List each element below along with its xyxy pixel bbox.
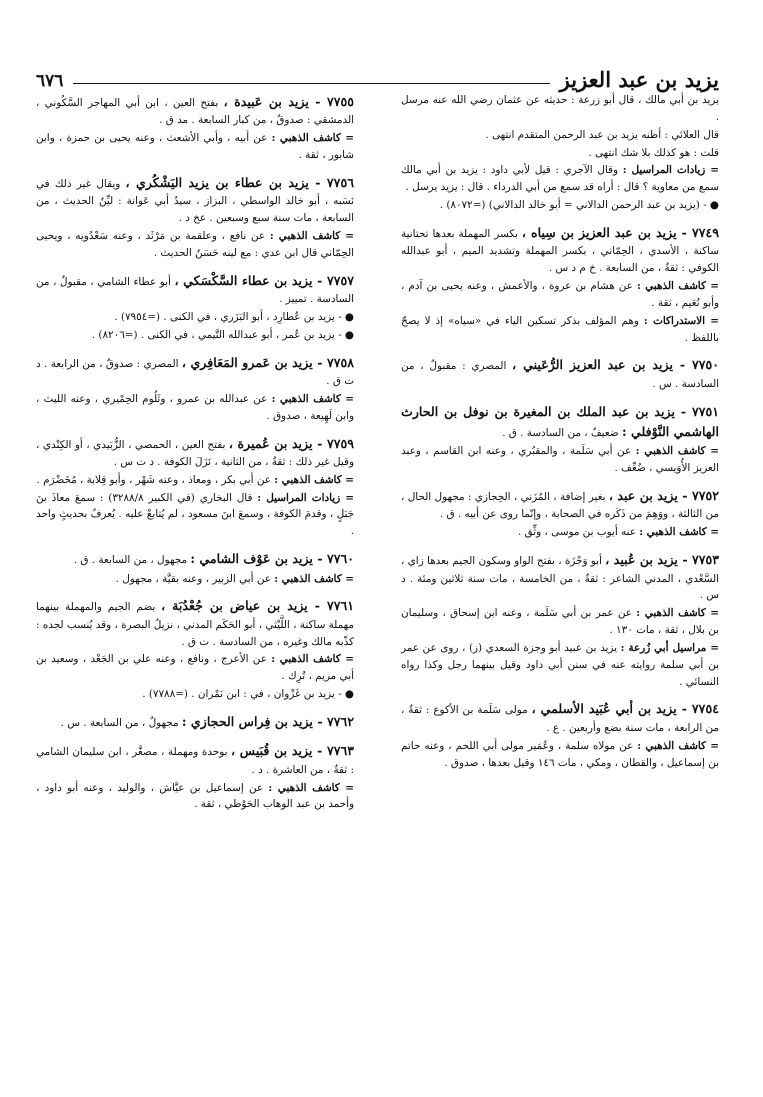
source-label: = كاشف الذهبي : [274, 572, 354, 585]
paragraph-text: المصري : مقبولٌ ، من السادسة . س . [401, 360, 719, 390]
paragraph-text: قال البخاري (في الكبير ٣٢٨٨/٨) : سمعَ معاذَ بنَ جَبَلٍ ، وقدمَ الكوفة ، وسمعَ ابنَ مسعود ، لم يُتابعْ عليه . يُعرفُ بحديثٍ واحد . [36, 491, 354, 538]
source-label: = زيادات المراسيل : [622, 164, 719, 177]
paragraph-text: عن الأعرج ، ونافع ، وعنه علي بن الجَعْد ، وسعيد بن أبي مريم ، تُرِك . [36, 653, 354, 683]
entry-paragraph [36, 391, 354, 425]
entry-heading: ٧٧٥٦ - يزيد بن عطاء بن يزيد اليَشْكُري ، [125, 174, 354, 190]
biography-entry [401, 355, 719, 392]
paragraph-text: عن عمر بن أبي سَلَمة ، وعنه ابن إسحاق ، وسليمان بن بلال ، ثقة ، مات ١٣٠ . [401, 607, 719, 637]
biography-entry [401, 402, 719, 477]
entry-heading: ٧٧٦٠ - يزيد بن عَوْف الشامي : [190, 551, 354, 567]
entry-paragraph [36, 228, 354, 262]
biography-entry [36, 712, 354, 732]
entry-paragraph [401, 162, 719, 196]
entry-paragraph [36, 353, 354, 390]
source-label: = كاشف الذهبي : [271, 132, 354, 145]
biography-entry [36, 596, 354, 703]
biography-entry [36, 173, 354, 262]
entry-paragraph [36, 490, 354, 541]
entry-heading: ٧٧٥٧ - يزيد بن عطاء السَّكْسَكي ، [174, 272, 354, 288]
entry-paragraph [36, 327, 354, 344]
entry-paragraph [36, 434, 354, 471]
paragraph-text: عن أبي بكر ، ومعاذ ، وعنه شَهْر ، وأبو قِلابة ، مُخَضْرَم . [36, 473, 275, 486]
entry-heading: ٧٧٤٩ - يزيد بن عبد العزيز بن سِياه ، [521, 224, 719, 240]
entry-paragraph [401, 278, 719, 312]
entry-paragraph [401, 402, 719, 443]
source-label: = كاشف الذهبي : [271, 392, 354, 405]
entry-paragraph [401, 550, 719, 604]
paragraph-text: وهم المؤلف بذكر تسكين الياء في «سياه» إذ لا يصحّ باللفظ . [401, 314, 719, 344]
entry-heading: ٧٧٥٤ - يزيد بن أبي عُبَيد الأسلمي ، [531, 701, 719, 717]
entry-paragraph [401, 443, 719, 477]
source-label: = كاشف الذهبي : [274, 473, 354, 486]
paragraph-text: عن هشام بن عروة ، والأعمش ، وعنه يحيى بن آدم ، وأبو نُعَيم ، ثقة . [401, 279, 719, 309]
source-label: = كاشف الذهبي : [271, 653, 354, 666]
paragraph-text: عن إسماعيل بن عيَّاش ، والوليد ، وعنه أبو داود ، وأحمد بن عبد الوهاب الحَوْطي ، ثقة . [36, 781, 354, 811]
source-label: = كاشف الذهبي : [269, 230, 354, 242]
paragraph-text: يزيد بن عبيد أبو وجزة السعدي (ز) ، روى عن عمر بن أبي سلمة روايته عنه في سنن أبي داود وقيل بينهما رجل وكذا رواه النسائي . [401, 641, 719, 688]
paragraph-text: بفتح العين ، ابن أبي المهاجر السَّكُوني ، الدمشقي : صدوقٌ ، من كبار السابعة . مد ق . [36, 97, 354, 127]
entry-paragraph [401, 524, 719, 541]
source-label: = زيادات المراسيل : [257, 491, 354, 504]
biography-entry [36, 549, 354, 587]
entry-heading: ٧٧٥١ - يزيد بن عبد الملك بن المغيرة بن نوفل بن الحارث الهاشمي النَّوْفلي : [401, 403, 719, 439]
biography-entry [401, 92, 719, 214]
paragraph-text: ● - يزيد بن غَزْوان ، في : ابن نَمْران . (=٧٧٨٨) . [142, 688, 354, 701]
source-label: = كاشف الذهبي : [636, 279, 719, 292]
paragraph-text: بغير إضافة ، المُزَني ، الحِجازي : مجهول الحال ، من الثالثة ، ووَهِمَ من ذَكَره في الصحابة ، وإنّما روى عن أبيه . ق . [401, 491, 719, 521]
paragraph-text: مجهولٌ ، من السابعة . س . [60, 716, 179, 729]
paragraph-text: بوحدة ومهملة ، مصغَّر ، ابن سليمان الشامي : ثقةٌ ، من العاشرة . د . [36, 746, 354, 776]
source-label: = كاشف الذهبي : [635, 445, 719, 458]
entry-paragraph [401, 127, 719, 144]
source-label: = كاشف الذهبي : [268, 781, 354, 794]
entry-paragraph [401, 197, 719, 214]
paragraph-text: ● - (يزيد بن عبد الرحمن الدالاني = أبو خالد الدالاني) (=٨٠٧٢) . [439, 199, 719, 212]
entry-paragraph [36, 130, 354, 164]
paragraph-text: عن عبدالله بن عمرو ، وثَلُوم الحِمْيري ، وعنه الليث ، وابن لَهِيعة ، صدوق . [36, 392, 354, 422]
entry-paragraph [401, 92, 719, 126]
entry-paragraph [36, 712, 354, 732]
entry-paragraph [401, 223, 719, 277]
entry-paragraph [36, 92, 354, 129]
entry-paragraph [36, 173, 354, 227]
running-title: يزيد بن عبد العزيز [559, 67, 719, 92]
entry-heading: ٧٧٦٢ - يزيد بن فِراس الحجازي : [181, 713, 354, 729]
paragraph-text: عن نافع ، وعلقمة بن مَرْثَد ، وعنه سَعْدُويه ، ويحيى الحِمّاني قال ابن عدي : مع لينه حَسَنُ الحديث . [36, 230, 354, 259]
biography-entry [36, 434, 354, 541]
page-header [36, 60, 719, 90]
paragraph-text: عن أبيه ، وأبي الأشعث ، وعنه يحيى بن حمزة ، وابن شابور ، ثقة . [36, 132, 354, 162]
source-label: = مراسيل أبي زُرعة : [620, 641, 719, 654]
entry-paragraph [36, 651, 354, 685]
entry-heading: ٧٧٥٨ - يزيد بن عَمرو المَعَافِري ، [181, 354, 354, 370]
entry-paragraph [401, 605, 719, 639]
entry-heading: ٧٧٦٣ - يزيد بن قُبَيس ، [231, 743, 354, 759]
entry-paragraph [401, 145, 719, 162]
biography-entry [401, 550, 719, 690]
entry-heading: ٧٧٦١ - يزيد بن عياض بن جُعْدُبَة ، [161, 598, 354, 614]
biography-entry [36, 353, 354, 425]
header-rule [73, 83, 549, 84]
entry-paragraph [401, 313, 719, 347]
paragraph-text: بكسر المهملة بعدها تحتانية ساكنة ، الأسدي ، الحِمّاني ، بكسر المهملة وتشديد الميم ، أبو عبدالله الكوفي : ثقةٌ ، من السابعة . خ م د س . [401, 227, 719, 275]
paragraph-text: أبو عطاء الشامي ، مقبولٌ ، من السادسة . تمييز . [36, 275, 354, 306]
left-column [36, 92, 354, 1082]
paragraph-text: عنه أيوب بن موسى ، وثِّق . [517, 526, 640, 539]
paragraph-text: عن أبي الزبير ، وعنه بقيَّة ، مجهول . [115, 572, 275, 585]
paragraph-text: مجهول ، من السابعة . ق . [73, 554, 188, 567]
paragraph-text: مولى سَلَمة بن الأكوع : ثقةٌ ، من الرابعة ، مات سنة بضع وأربعين . ع . [401, 704, 719, 734]
entry-heading: ٧٧٥٩ - يزيد بن عُميرة ، [228, 435, 354, 451]
biography-entry [401, 699, 719, 771]
entry-heading: ٧٧٥٢ - يزيد بن عبد ، [608, 488, 719, 504]
paragraph-text: قال العلائي : أظنه يزيد بن عبد الرحمن المتقدم انتهى . [485, 128, 719, 141]
entry-heading: ٧٧٥٥ - يزيد بن عَبيدة ، [223, 94, 354, 109]
paragraph-text: أبو وَجْزَة ، بفتح الواو وسكون الجيم بعدها زاي ، السَّعْدي ، المدني الشاعر : ثقةٌ ، من الخامسة ، مات سنة ثلاثين ومئة . د س . [401, 555, 719, 602]
paragraph-text: عن أبي سَلَمة ، والمقبُري ، وعنه ابن القاسم ، وعبد العزيز الأُوَيسي ، ضُعِّف . [401, 445, 719, 475]
entry-paragraph [36, 780, 354, 814]
entry-paragraph [36, 571, 354, 588]
source-label: = كاشف الذهبي : [636, 607, 719, 620]
paragraph-text: ضعيفٌ ، من السادسة . ق . [502, 426, 619, 439]
paragraph-text: المصري : صدوقٌ ، من الرابعة . د ت ق . [36, 357, 354, 387]
entry-paragraph [36, 686, 354, 703]
paragraph-text: بفتح العين ، الحمصي ، الزُّبَيدي ، أو الكِنْدي ، وقيل غير ذلك : ثقةٌ ، من الثانية ، نَزَلَ الكوفة . د ت س . [36, 438, 354, 468]
paragraph-text: ويقال غير ذلك في نَسَبه ، أبو خالد الواسطي ، البزاز ، سيدُ أبي عَوانة : ليِّنُ الحديث ، من السابعة ، مات سنة سبع وسبعين . عخ د . [36, 177, 354, 225]
source-label: = الاستدراكات : [643, 314, 719, 327]
entry-paragraph [401, 640, 719, 691]
biography-entry [401, 486, 719, 541]
entry-paragraph [401, 355, 719, 392]
entry-heading: ٧٧٥٣ - يزيد بن عُبيد ، [605, 552, 719, 568]
biography-entry [36, 271, 354, 344]
paragraph-text: ● - يزيد بن عُمر ، أبو عبدالله التَّيمي ، في الكنى . (=٨٢٠٦) . [91, 328, 354, 341]
entry-paragraph [401, 699, 719, 736]
biography-entry [36, 741, 354, 813]
paragraph-text: عن مولاه سلمة ، وعُمَير مولى أبي اللحم ، وعنه حاتم بن إسماعيل ، والقطان ، ومكي ، مات ١٤٦ وقيل بعدها ، صدوق . [401, 739, 719, 769]
biography-entry [36, 92, 354, 164]
paragraph-text: يزيد بن أبي مالك ، قال أبو زرعة : حديثه عن عثمان رضي الله عنه مرسل . [401, 94, 719, 123]
entry-paragraph [36, 472, 354, 489]
entry-heading: ٧٧٥٠ - يزيد بن عبد العزيز الرُّعَيني ، [512, 357, 719, 373]
entry-paragraph [401, 738, 719, 772]
entry-paragraph [36, 596, 354, 650]
entry-paragraph [36, 271, 354, 308]
paragraph-text: بضم الجيم والمهملة بينهما مهملة ساكنة ، اللَّيْثي ، أبو الحَكَم المدني ، نزيلُ البصرة ، وقد يُنسب لجده : كذّبه مالك وغيره ، من السادسة . ت ق . [36, 601, 354, 648]
entry-paragraph [36, 309, 354, 326]
paragraph-text: قلت : هو كذلك بلا شك انتهى . [588, 146, 719, 159]
source-label: = كاشف الذهبي : [639, 526, 719, 539]
entry-paragraph [401, 486, 719, 523]
entry-paragraph [36, 549, 354, 569]
biography-entry [401, 223, 719, 346]
paragraph-text: وقال الآجري : قيل لأبي داود : يزيد بن أبي مالك سمع من معاوية ؟ قال : أراه قد سمع من أبي الدرداء . قال : يزيد يرسل . [401, 164, 719, 194]
source-label: = كاشف الذهبي : [637, 739, 719, 752]
right-column [401, 92, 719, 1082]
paragraph-text: ● - يزيد بن عُطارِد ، أبو البَزَري ، في الكنى . (=٧٩٥٤) . [114, 310, 354, 323]
page-number: ٦٧٦ [36, 71, 64, 91]
entry-paragraph [36, 741, 354, 778]
